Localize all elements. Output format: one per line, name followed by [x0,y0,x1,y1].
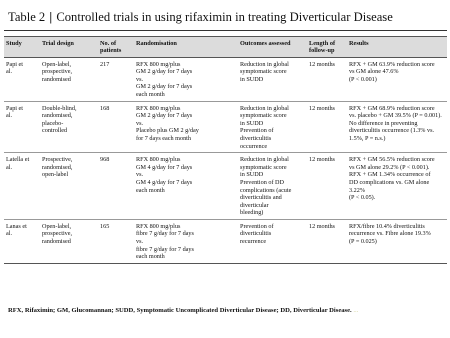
cell-line: Prevention of DD [240,178,284,186]
cell-line: RFX + GM 68.9% reduction score [349,104,435,112]
cell-line: vs. placebo + GM 39.5% (P = 0.001). [349,112,442,120]
table-row [4,57,447,101]
table-footnote [8,307,448,315]
cell-line: al. [6,112,13,120]
column-header-results: Results [347,37,447,58]
cell-line: fibre 7 g/day for 7 days [136,230,194,238]
cell-line: 165 [100,222,110,230]
cell-line: GM 2 g/day for 7 days [136,68,193,76]
cell-line: RFX/fibre 10.4% diverticulitis [349,222,425,230]
table-body [4,57,447,263]
cell-line: randomised, [42,163,73,171]
column-header-study: Study [4,37,40,58]
cell-randomisation [134,57,238,101]
table-row [4,219,447,263]
cell-line: 12 months [309,104,335,112]
cell-line: (P = 0.025) [349,238,377,246]
cell-results [347,153,447,220]
cell-line: diverticulitis and [240,194,282,202]
cell-follow-up [307,153,347,220]
cell-line: 1.5%, P = n.s.) [349,134,386,142]
cell-line: Placebo plus GM 2 g/day [136,127,199,135]
cell-line: fibre 7 g/day for 7 days [136,245,194,253]
cell-line: prospective, [42,68,73,76]
cell-line: randomised [42,75,71,83]
cell-line: in SUDD [240,75,264,83]
cell-line: diverticulitis [240,134,272,142]
cell-results [347,219,447,263]
cell-line: RFX + GM 56.5% reduction score [349,156,435,164]
cell-line: 168 [100,104,110,112]
cell-line: Papi et [6,60,24,68]
cell-line: vs. [136,171,144,179]
trials-table [4,36,447,264]
cell-line: RFX 800 mg/plus [136,222,181,230]
cell-trial-design [40,153,98,220]
cell-line: GM 2 g/day for 7 days [136,83,193,91]
cell-follow-up [307,101,347,153]
cell-line: (P < 0.05). [349,194,376,202]
cell-line: recurrence vs. Fibre alone 19.3% [349,230,431,238]
cell-line: 12 months [309,222,335,230]
cell-line: (P < 0.001) [349,75,377,83]
cell-outcomes [238,153,307,220]
cell-line: Reduction in global [240,60,289,68]
cell-study [4,101,40,153]
cell-line: in SUDD [240,119,264,127]
cell-line: al. [6,230,13,238]
cell-trial-design [40,219,98,263]
table-row [4,101,447,153]
cell-line: al. [6,68,13,76]
cell-line: randomised [42,238,71,246]
table-row [4,153,447,220]
cell-randomisation [134,101,238,153]
cell-line: diverticulitis [240,230,272,238]
cell-line: 12 months [309,60,335,68]
cell-line: randomised, [42,112,73,120]
cell-line: GM 4 g/day for 7 days [136,178,193,186]
cell-line: No difference in preventing [349,119,418,127]
header-row [4,37,447,58]
table-caption: Controlled trials in using rifaximin in treating Diverticular Disease [56,10,393,24]
column-header-outcomes: Outcomes assessed [238,37,307,58]
column-header-randomisation: Randomisation [134,37,238,58]
cell-line: bleeding) [240,209,264,217]
cell-line: RFX + GM 63.9% reduction score [349,60,435,68]
cell-line: controlled [42,127,68,135]
cell-line: occurrence [240,142,268,150]
cell-results [347,101,447,153]
cell-patients [98,219,134,263]
cell-line: RFX + GM 1.34% occurrence of [349,171,431,179]
cell-line: Lanas et [6,222,27,230]
cell-outcomes [238,219,307,263]
cell-outcomes [238,101,307,153]
cell-line: RFX 800 mg/plus [136,156,181,164]
cell-line: Reduction in global [240,156,289,164]
cell-line: Prospective, [42,156,73,164]
cell-line: GM 4 g/day for 7 days [136,163,193,171]
cell-line: 968 [100,156,110,164]
title-rule [4,30,447,31]
cell-line: Reduction in global [240,104,289,112]
cell-line: complications (acute [240,186,292,194]
cell-line: RFX 800 mg/plus [136,60,181,68]
cell-line: placebo- [42,119,64,127]
cell-line: Papi et [6,104,24,112]
cell-trial-design [40,57,98,101]
cell-follow-up [307,57,347,101]
cell-patients [98,101,134,153]
cell-line: Open-label, [42,60,72,68]
cell-randomisation [134,219,238,263]
cell-line: diverticulitis occurrence (1.3% vs. [349,127,435,135]
cell-line: vs. [136,119,144,127]
cell-line: vs GM alone 29.2% (P < 0.001). [349,163,430,171]
cell-line: DD complications vs. GM alone 3.22% [349,178,430,194]
cell-line: symptomatic score [240,112,287,120]
cell-study [4,219,40,263]
cell-patients [98,153,134,220]
cell-results [347,57,447,101]
cell-line: in SUDD [240,171,264,179]
cell-line: for 7 days each month [136,134,191,142]
cell-line: Open-label, [42,222,72,230]
column-header-trial-design: Trial design [40,37,98,58]
cell-line: vs GM alone 47.6% [349,68,399,76]
column-header-patients: No. of patients [98,37,134,58]
cell-line: Double-blind, [42,104,77,112]
cell-line: 12 months [309,156,335,164]
cell-line: RFX 800 mg/plus [136,104,181,112]
cell-trial-design [40,101,98,153]
cell-study [4,153,40,220]
cell-line: recurrence [240,238,267,246]
column-header-follow-up: Length of follow-up [307,37,347,58]
cell-line: open-label [42,171,69,179]
cell-line: each month [136,186,165,194]
cell-line: prospective, [42,230,73,238]
title-separator: | [49,10,53,24]
cell-patients [98,57,134,101]
cell-line: al. [6,163,13,171]
cell-line: Prevention of [240,127,274,135]
cell-study [4,57,40,101]
cell-line: GM 2 g/day for 7 days [136,112,193,120]
cell-line: symptomatic score [240,68,287,76]
cell-line: diverticular [240,201,269,209]
cell-line: Latella et [6,156,30,164]
cell-line: Prevention of [240,222,274,230]
cell-follow-up [307,219,347,263]
cell-line: each month [136,90,165,98]
table-title [8,10,448,25]
footnote-mark: ... [353,307,359,314]
cell-line: symptomatic score [240,163,287,171]
cell-line: each month [136,253,165,261]
cell-line: vs. [136,238,144,246]
cell-line: vs. [136,75,144,83]
cell-line: 217 [100,60,110,68]
footnote-text: RFX, Rifaximin; GM, Glucomannan; SUDD, Symptomatic Uncomplicated Diverticular Disease; DD, Diverticular Disease. [8,307,352,314]
table-label: Table 2 [8,10,46,24]
cell-randomisation [134,153,238,220]
cell-outcomes [238,57,307,101]
